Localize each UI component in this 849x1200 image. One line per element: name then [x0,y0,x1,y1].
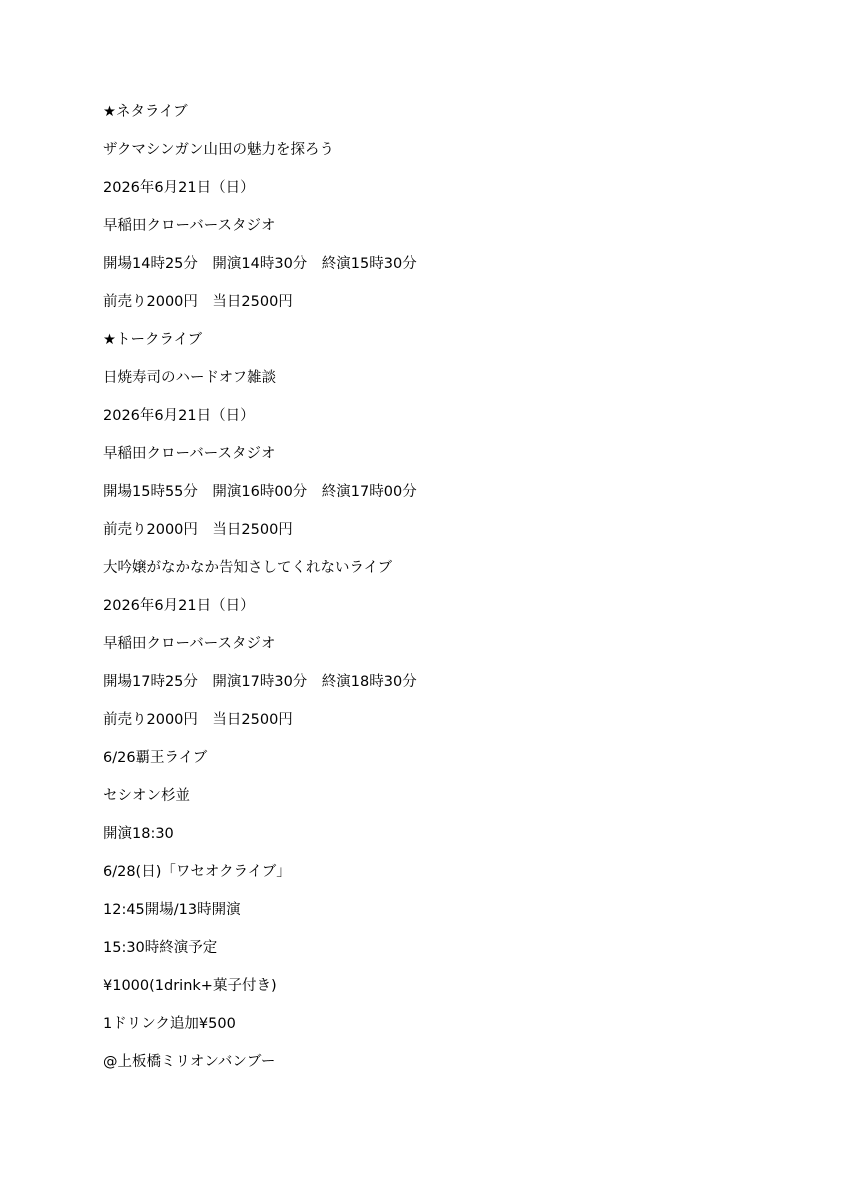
event-drink-price: 1ドリンク追加¥500 [103,1016,236,1032]
event-price: 前売り2000円 当日2500円 [103,294,293,310]
event-price: ¥1000(1drink+菓子付き) [103,978,277,994]
event-price: 前売り2000円 当日2500円 [103,712,293,728]
event-venue: 早稲田クローバースタジオ [103,446,276,462]
event-title: ザクマシンガン山田の魅力を探ろう [103,142,335,158]
event-times: 開演18:30 [103,826,174,842]
event-title: 6/28(日)「ワセオクライブ」 [103,864,291,880]
event-times: 開場14時25分 開演14時30分 終演15時30分 [103,256,417,272]
event-times: 12:45開場/13時開演 [103,902,241,918]
event-price: 前売り2000円 当日2500円 [103,522,293,538]
heading-neta-live: ★ネタライブ [103,104,188,120]
heading-talk-live: ★トークライブ [103,332,203,348]
event-end-time: 15:30時終演予定 [103,940,218,956]
event-times: 開場17時25分 開演17時30分 終演18時30分 [103,674,417,690]
event-date: 2026年6月21日（日） [103,180,255,196]
event-times: 開場15時55分 開演16時00分 終演17時00分 [103,484,417,500]
event-title: 6/26覇王ライブ [103,750,208,766]
event-date: 2026年6月21日（日） [103,408,255,424]
event-venue: @上板橋ミリオンバンブー [103,1054,276,1070]
document-body [103,102,417,1090]
event-venue: 早稲田クローバースタジオ [103,636,276,652]
event-title: 日焼寿司のハードオフ雑談 [103,370,277,386]
event-date: 2026年6月21日（日） [103,598,255,614]
event-title: 大吟嬢がなかなか告知さしてくれないライブ [103,560,393,576]
event-venue: セシオン杉並 [103,788,190,804]
event-venue: 早稲田クローバースタジオ [103,218,276,234]
